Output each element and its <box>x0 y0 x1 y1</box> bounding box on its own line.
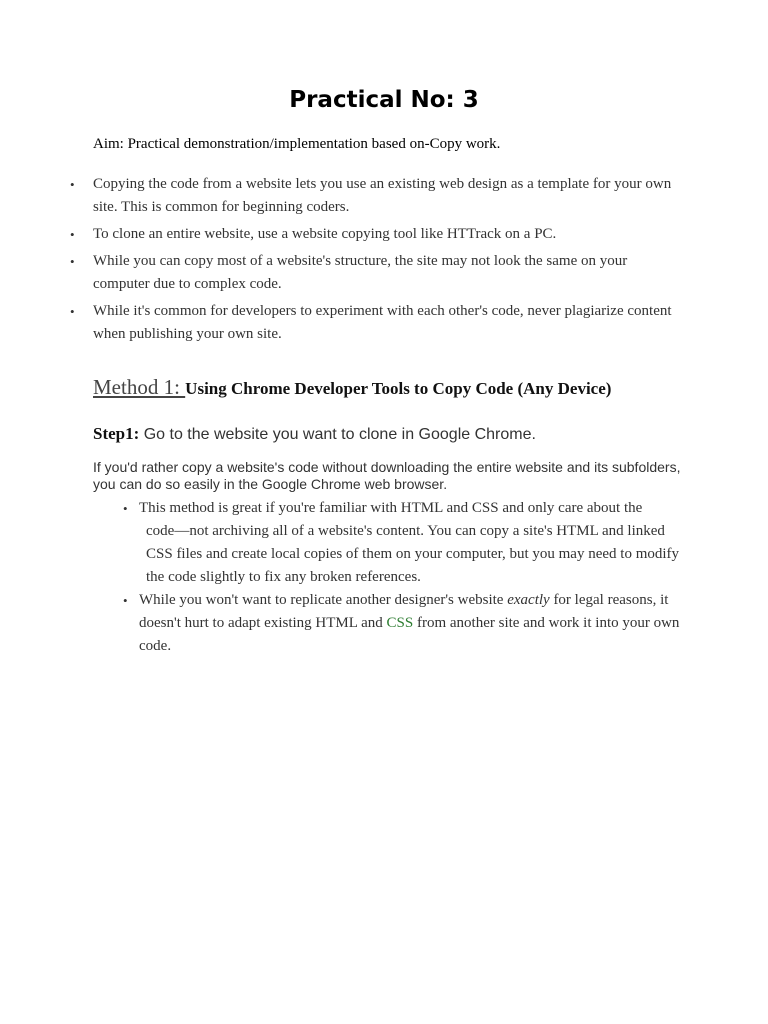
bullet-icon: • <box>123 593 128 608</box>
list-item-text: To clone an entire website, use a website copying tool like HTTrack on a PC. <box>93 226 557 242</box>
css-link[interactable]: CSS <box>386 615 414 631</box>
bullet-icon: • <box>123 501 128 516</box>
list-item-first-line: This method is great if you're familiar with HTML and CSS and only care about the <box>139 500 643 516</box>
step-line <box>93 424 713 444</box>
bullet-icon: • <box>70 254 75 269</box>
method-intro-text: If you'd rather copy a website's code without downloading the entire website and its subfolders, you can do so easily in the Google Chrome web browser. <box>93 459 681 492</box>
intro-bullet-list <box>60 173 680 350</box>
page-title: Practical No: 3 <box>289 87 479 113</box>
list-item <box>60 223 680 246</box>
list-item <box>60 300 680 346</box>
step-text: Go to the website you want to clone in Google Chrome. <box>139 426 536 443</box>
method-prefix: Method 1: <box>93 375 186 399</box>
list-item-text: While you can copy most of a website's structure, the site may not look the same on your computer due to complex code. <box>93 253 628 292</box>
bullet-icon: • <box>70 177 75 192</box>
method-bullet-list <box>118 497 688 658</box>
emphasis-text: exactly <box>507 592 550 608</box>
list-item-text-after: from another site and work it into your own code. <box>139 615 680 654</box>
bullet-icon: • <box>70 304 75 319</box>
list-item <box>118 497 688 589</box>
aim-text: Aim: Practical demonstration/implementation based on-Copy work. <box>93 136 501 152</box>
list-item-text: While it's common for developers to experiment with each other's code, never plagiarize content when publishing your own site. <box>93 303 672 342</box>
list-item <box>118 589 688 658</box>
list-item-text <box>139 589 688 658</box>
method-heading <box>93 376 673 400</box>
list-item-text-before: While you won't want to replicate another designer's website <box>139 592 508 608</box>
list-item-text <box>139 497 688 589</box>
method-title: Using Chrome Developer Tools to Copy Code (Any Device) <box>185 379 612 398</box>
list-item <box>60 173 680 219</box>
list-item-text-middle: for legal reasons, it doesn't hurt to adapt existing HTML and <box>139 592 669 631</box>
list-item-text: Copying the code from a website lets you use an existing web design as a template for your own site. This is common for beginning coders. <box>93 176 672 215</box>
bullet-icon: • <box>70 227 75 242</box>
list-item <box>60 250 680 296</box>
step-label: Step1: <box>93 424 140 443</box>
list-item-continuation: code—not archiving all of a website's content. You can copy a site's HTML and linked CSS files and create local copies of them on your computer, but you may need to modify the code slightly to fix any broken references. <box>146 523 680 585</box>
